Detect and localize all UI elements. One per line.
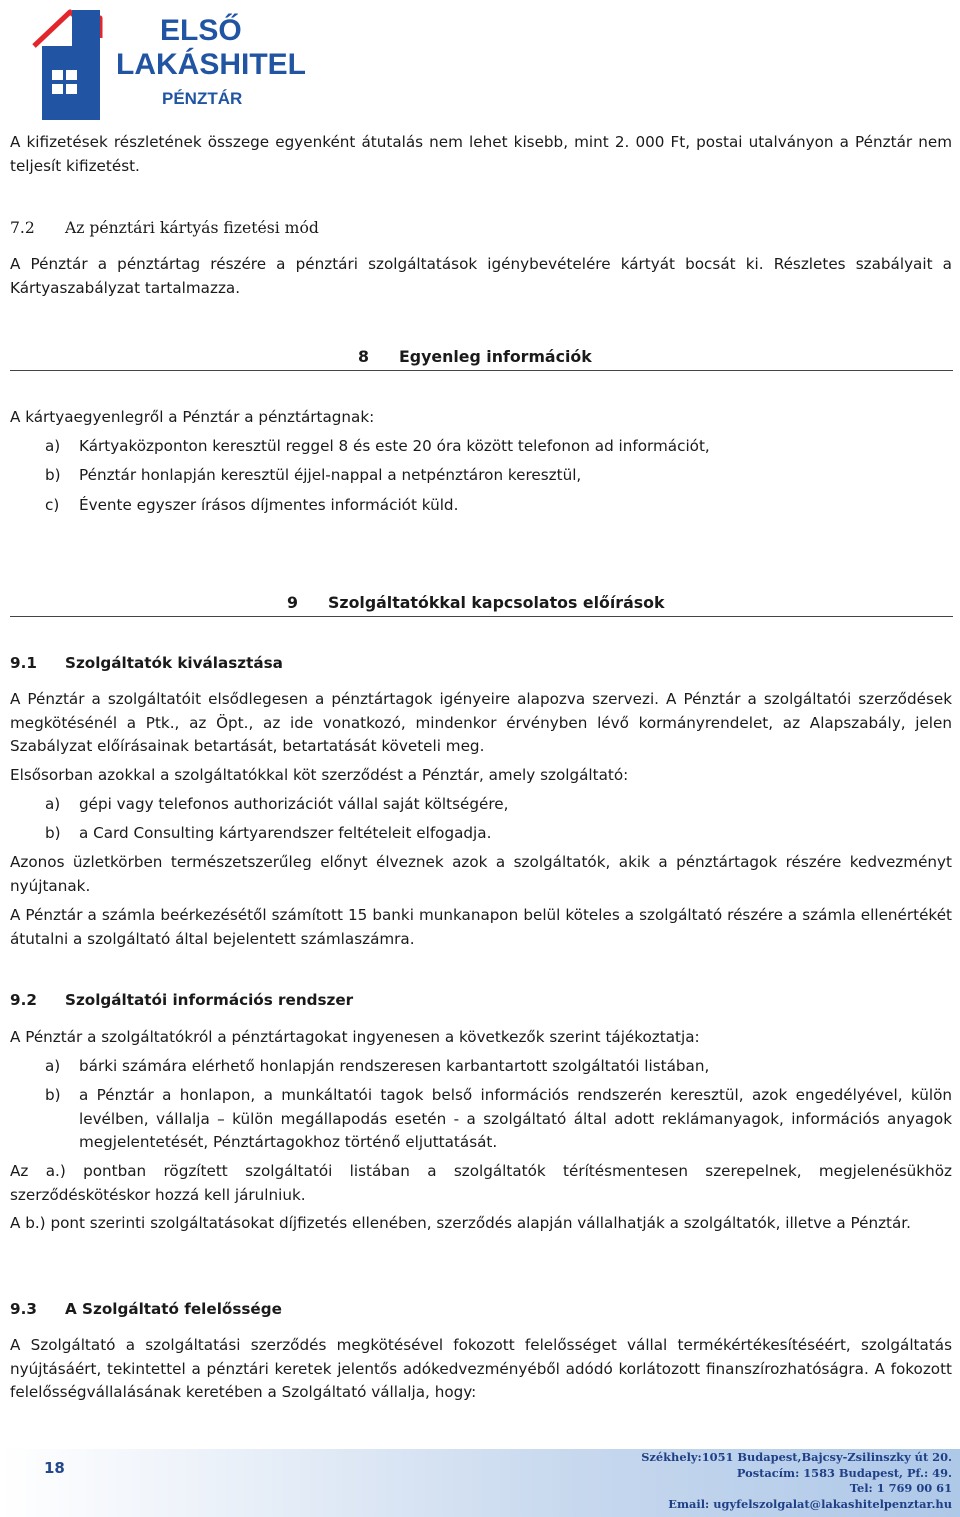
logo-line1: ELSŐ bbox=[160, 14, 242, 47]
section-9-2-p2: Az a.) pontban rögzített szolgáltatói listában a szolgáltatók térítésmentesen szerepelnek, megjelenésükhöz szerződéskötéskor hozzá kell járulniuk. bbox=[10, 1162, 952, 1204]
list-label: c) bbox=[45, 496, 60, 514]
list-text: Évente egyszer írásos díjmentes információt küld. bbox=[79, 496, 459, 514]
list-item bbox=[45, 464, 952, 488]
chapter-title: Egyenleg információk bbox=[399, 347, 592, 366]
section-number: 9.3 bbox=[10, 1300, 37, 1318]
chapter-8-heading bbox=[358, 347, 592, 366]
list-item bbox=[45, 1055, 952, 1079]
section-9-1-p4: A Pénztár a számla beérkezésétől számított 15 banki munkanapon belül köteles a szolgáltató részére a számla ellenértékét átutalni a szolgáltató által bejelentett számlaszámra. bbox=[10, 906, 952, 948]
intro-paragraph: A kifizetések részletének összege egyenként átutalás nem lehet kisebb, mint 2. 000 Ft, postai utalványon a Pénztár nem teljesít kifizetést. bbox=[10, 133, 952, 175]
chapter-8-lead: A kártyaegyenlegről a Pénztár a pénztártagnak: bbox=[10, 408, 375, 426]
section-9-1-heading bbox=[10, 654, 283, 672]
section-title: Az pénztári kártyás fizetési mód bbox=[65, 219, 319, 237]
chapter-9-heading bbox=[287, 593, 665, 612]
footer-phone: Tel: 1 769 00 61 bbox=[849, 1481, 952, 1495]
list-item bbox=[45, 822, 952, 846]
list-label: b) bbox=[45, 1086, 61, 1104]
chapter-number: 8 bbox=[358, 347, 369, 366]
footer-address: Székhely:1051 Budapest,Bajcsy-Zsilinszky út 20. bbox=[641, 1450, 952, 1464]
section-9-3-heading bbox=[10, 1300, 282, 1318]
list-label: a) bbox=[45, 437, 61, 455]
chapter-number: 9 bbox=[287, 593, 298, 612]
list-label: b) bbox=[45, 466, 61, 484]
list-label: a) bbox=[45, 1057, 61, 1075]
list-text: Pénztár honlapján keresztül éjjel-nappal a netpénztáron keresztül, bbox=[79, 466, 582, 484]
section-title: Szolgáltatói információs rendszer bbox=[65, 991, 354, 1009]
list-item bbox=[45, 1084, 952, 1155]
list-item bbox=[45, 793, 952, 817]
list-text: Kártyaközponton keresztül reggel 8 és este 20 óra között telefonon ad információt, bbox=[79, 437, 710, 455]
footer-contact bbox=[641, 1450, 952, 1512]
company-logo bbox=[30, 4, 310, 124]
chapter-9-rule bbox=[10, 616, 953, 617]
list-item bbox=[45, 435, 952, 459]
section-9-1-p3: Azonos üzletkörben természetszerűleg előnyt élveznek azok a szolgáltatók, akik a pénztártagok részére kedvezményt nyújtanak. bbox=[10, 853, 952, 895]
list-text: bárki számára elérhető honlapján rendszeresen karbantartott szolgáltatói listában, bbox=[79, 1057, 710, 1075]
logo-line3: PÉNZTÁR bbox=[162, 89, 243, 108]
list-label: b) bbox=[45, 824, 61, 842]
list-text: a Card Consulting kártyarendszer feltételeit elfogadja. bbox=[79, 824, 492, 842]
chapter-title: Szolgáltatókkal kapcsolatos előírások bbox=[328, 593, 665, 612]
section-9-2-heading bbox=[10, 991, 354, 1009]
list-text: a Pénztár a honlapon, a munkáltatói tagok belső információs rendszerén keresztül, azok engedélyével, külön levélben, vállalja – külön megállapodás esetén - a szolgáltató által adott reklámanyagok, információs anyagok megjelentetését, Pénztártagokhoz történő eljuttatását. bbox=[79, 1086, 952, 1151]
section-9-2-p1: A Pénztár a szolgáltatókról a pénztártagokat ingyenesen a következők szerint tájékoztatja: bbox=[10, 1028, 700, 1046]
section-number: 7.2 bbox=[10, 219, 35, 237]
chapter-8-rule bbox=[10, 370, 953, 371]
section-9-1-p1: A Pénztár a szolgáltatóit elsődlegesen a pénztártagok igényeire alapozva szervezi. A Pénztár a szolgáltatói szerződések megkötésénél a Ptk., az Öpt., az ide vonatkozó, mindenkor érvényben lévő kormányrendelet, az Alapszabály, jelen Szabályzat előírásainak betartását, betartatását követeli meg. bbox=[10, 690, 952, 755]
section-number: 9.1 bbox=[10, 654, 37, 672]
section-7-2-text: A Pénztár a pénztártag részére a pénztári szolgáltatások igénybevételére kártyát bocsát ki. Részletes szabályait a Kártyaszabályzat tartalmazza. bbox=[10, 255, 952, 297]
footer-postal: Postacím: 1583 Budapest, Pf.: 49. bbox=[736, 1465, 952, 1480]
list-label: a) bbox=[45, 795, 61, 813]
section-9-2-p3: A b.) pont szerinti szolgáltatásokat díjfizetés ellenében, szerződés alapján vállalhatják a szolgáltatók, illetve a Pénztár. bbox=[10, 1214, 911, 1232]
section-7-2-heading bbox=[10, 219, 319, 237]
list-item bbox=[45, 494, 952, 518]
section-title: Szolgáltatók kiválasztása bbox=[65, 654, 283, 672]
section-9-1-p2: Elsősorban azokkal a szolgáltatókkal köt szerződést a Pénztár, amely szolgáltató: bbox=[10, 766, 629, 784]
list-text: gépi vagy telefonos authorizációt vállal saját költségére, bbox=[79, 795, 509, 813]
footer-email[interactable]: Email: ugyfelszolgalat@lakashitelpenztar.hu bbox=[668, 1496, 952, 1511]
section-9-3-p1: A Szolgáltató a szolgáltatási szerződés megkötésével fokozott felelősséget vállal termékértékesítéséért, szolgáltatás nyújtásáért, tekintettel a pénztári keretek jelentős adókedvezményéből adódó korlátozott finanszírozhatóságra. A fokozott felelősségvállalásának keretében a Szolgáltató vállalja, hogy: bbox=[10, 1336, 952, 1401]
logo-line2: LAKÁSHITEL bbox=[116, 48, 306, 81]
section-title: A Szolgáltató felelőssége bbox=[65, 1300, 282, 1318]
section-number: 9.2 bbox=[10, 991, 37, 1009]
page-number: 18 bbox=[44, 1459, 65, 1477]
